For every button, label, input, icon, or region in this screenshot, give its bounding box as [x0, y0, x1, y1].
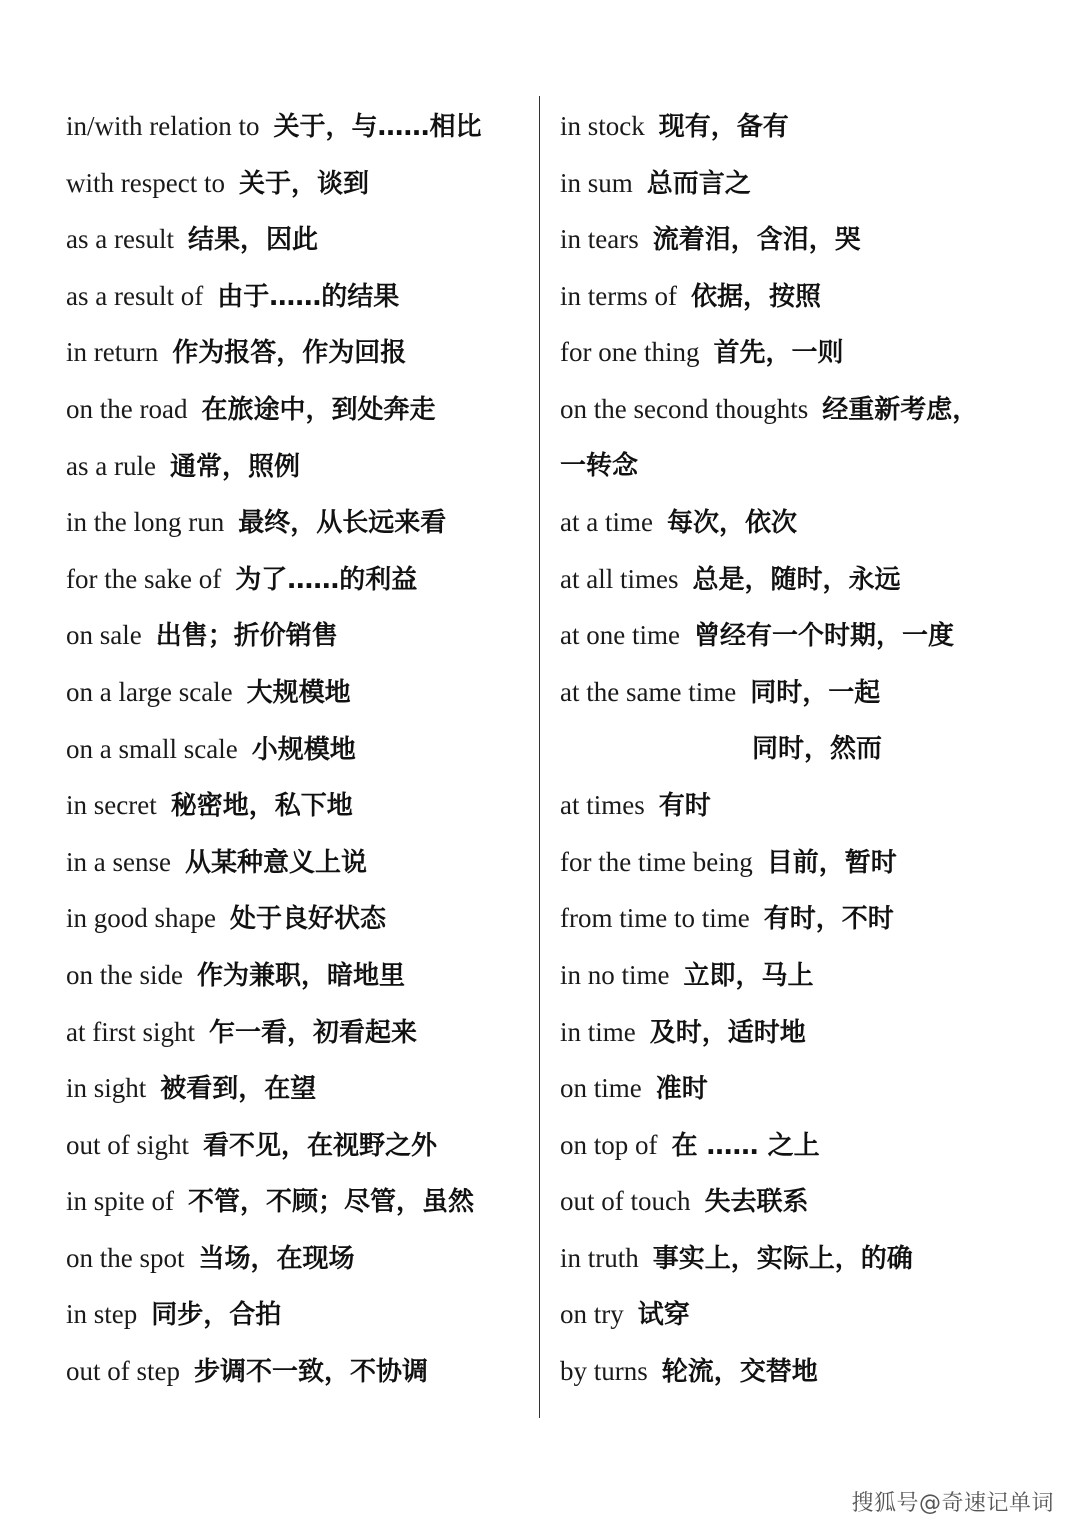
phrase-entry — [560, 1173, 1060, 1230]
chinese-meaning: 在旅途中，到处奔走 — [201, 394, 436, 425]
phrase-entry — [560, 947, 1060, 1004]
phrase-entry — [66, 721, 526, 778]
chinese-meaning: 轮流，交替地 — [661, 1357, 818, 1388]
english-phrase: in sum — [560, 167, 633, 198]
phrase-entry — [560, 381, 1060, 438]
phrase-entry — [560, 1230, 1060, 1287]
chinese-meaning: 通常，照例 — [169, 451, 300, 482]
chinese-meaning: 曾经有一个时期，一度 — [693, 621, 954, 652]
english-phrase: from time to time — [560, 903, 750, 934]
english-phrase: in truth — [560, 1242, 639, 1273]
phrase-entry-continuation — [560, 721, 1060, 778]
chinese-meaning: 总而言之 — [646, 168, 751, 199]
phrase-entry — [560, 607, 1060, 664]
chinese-meaning: 最终，从长远来看 — [238, 508, 447, 539]
source-watermark: 搜狐号@奇速记单词 — [851, 1491, 1054, 1516]
english-phrase: in return — [66, 337, 159, 368]
english-phrase: on a small scale — [66, 733, 238, 764]
english-phrase: in terms of — [560, 280, 677, 311]
column-divider — [539, 96, 540, 1418]
english-phrase: at first sight — [66, 1016, 195, 1047]
phrase-entry — [66, 155, 526, 212]
chinese-meaning: 流着泪，含泪，哭 — [652, 225, 861, 256]
english-phrase: in secret — [66, 790, 157, 821]
phrase-entry — [560, 155, 1060, 212]
english-phrase: on top of — [560, 1129, 658, 1160]
phrase-entry — [560, 664, 1060, 721]
chinese-meaning: 准时 — [655, 1074, 708, 1105]
chinese-meaning: 关于，谈到 — [238, 168, 369, 199]
phrase-entry — [560, 551, 1060, 608]
phrase-entry — [66, 268, 526, 325]
chinese-meaning: 首先，一则 — [713, 338, 844, 369]
chinese-meaning: 在 …… 之上 — [671, 1130, 820, 1161]
phrase-entry — [66, 494, 526, 551]
chinese-meaning: 为了……的利益 — [235, 564, 418, 595]
chinese-meaning: 及时，适时地 — [649, 1017, 806, 1048]
english-phrase: for one thing — [560, 337, 700, 368]
english-phrase: in sight — [66, 1073, 147, 1104]
english-phrase: with respect to — [66, 167, 225, 198]
english-phrase: at all times — [560, 563, 679, 594]
phrase-entry — [66, 211, 526, 268]
chinese-meaning: 不管，不顾；尽管，虽然 — [188, 1187, 475, 1218]
chinese-meaning: 经重新考虑， — [822, 394, 979, 425]
english-phrase: as a result — [66, 224, 174, 255]
chinese-meaning: 试穿 — [637, 1300, 690, 1331]
phrase-entry — [560, 890, 1060, 947]
phrase-entry — [560, 777, 1060, 834]
english-phrase: in the long run — [66, 507, 225, 538]
english-phrase: out of step — [66, 1356, 180, 1387]
english-phrase: on the second thoughts — [560, 393, 809, 424]
english-phrase: at a time — [560, 507, 653, 538]
phrase-entry — [560, 1286, 1060, 1343]
chinese-meaning: 每次，依次 — [666, 508, 797, 539]
chinese-meaning: 总是，随时，永远 — [692, 564, 901, 595]
left-phrase-column — [66, 98, 526, 1400]
chinese-meaning: 出售；折价销售 — [155, 621, 338, 652]
english-phrase: at times — [560, 790, 645, 821]
phrase-entry — [66, 1004, 526, 1061]
phrase-entry — [66, 438, 526, 495]
english-phrase: for the time being — [560, 846, 753, 877]
english-phrase: for the sake of — [66, 563, 222, 594]
chinese-meaning: 乍一看，初看起来 — [209, 1017, 418, 1048]
phrase-entry — [66, 381, 526, 438]
phrase-entry — [560, 1343, 1060, 1400]
phrase-entry — [66, 834, 526, 891]
english-phrase: at the same time — [560, 676, 737, 707]
chinese-meaning: 从某种意义上说 — [184, 847, 367, 878]
phrase-entry — [66, 664, 526, 721]
phrase-entry — [560, 1004, 1060, 1061]
chinese-meaning: 看不见，在视野之外 — [203, 1130, 438, 1161]
english-phrase: in good shape — [66, 903, 216, 934]
english-phrase: on sale — [66, 620, 142, 651]
english-phrase: on try — [560, 1299, 624, 1330]
chinese-meaning: 事实上，实际上，的确 — [652, 1243, 913, 1274]
phrase-entry — [560, 1060, 1060, 1117]
chinese-meaning: 由于……的结果 — [217, 281, 400, 312]
phrase-entry — [66, 1230, 526, 1287]
english-phrase: in spite of — [66, 1186, 174, 1217]
phrase-entry — [560, 834, 1060, 891]
phrase-entry — [560, 1117, 1060, 1174]
chinese-meaning: 作为报答，作为回报 — [172, 338, 407, 369]
chinese-meaning: 秘密地，私下地 — [170, 791, 353, 822]
english-phrase: on the road — [66, 393, 188, 424]
english-phrase: in tears — [560, 224, 639, 255]
chinese-meaning: 大规模地 — [246, 677, 351, 708]
english-phrase: in a sense — [66, 846, 171, 877]
english-phrase: out of touch — [560, 1186, 691, 1217]
chinese-meaning: 步调不一致，不协调 — [194, 1357, 429, 1388]
phrase-entry — [66, 1060, 526, 1117]
phrase-entry — [66, 890, 526, 947]
english-phrase: in stock — [560, 111, 645, 141]
chinese-meaning: 结果，因此 — [187, 225, 318, 256]
phrase-entry — [66, 1286, 526, 1343]
chinese-meaning: 依据，按照 — [690, 281, 821, 312]
chinese-meaning: 一转念 — [560, 450, 639, 481]
phrase-entry-continuation — [560, 438, 1060, 495]
phrase-entry — [66, 324, 526, 381]
phrase-entry — [66, 1343, 526, 1400]
phrase-entry — [66, 947, 526, 1004]
phrase-entry — [560, 494, 1060, 551]
english-phrase: on time — [560, 1073, 642, 1104]
chinese-meaning: 关于，与……相比 — [273, 112, 482, 142]
phrase-entry — [560, 324, 1060, 381]
phrase-entry — [66, 98, 526, 155]
chinese-meaning: 有时，不时 — [763, 904, 894, 935]
phrase-entry — [66, 607, 526, 664]
phrase-entry — [66, 551, 526, 608]
chinese-meaning: 现有，备有 — [658, 112, 789, 142]
chinese-meaning: 被看到，在望 — [160, 1074, 317, 1105]
right-phrase-column — [560, 98, 1060, 1400]
chinese-meaning: 小规模地 — [251, 734, 356, 765]
english-phrase: out of sight — [66, 1129, 190, 1160]
english-phrase: in step — [66, 1299, 138, 1330]
english-phrase: in/with relation to — [66, 111, 260, 141]
phrase-entry — [560, 268, 1060, 325]
english-phrase: as a rule — [66, 450, 156, 481]
phrase-entry — [66, 1117, 526, 1174]
english-phrase: on the spot — [66, 1242, 185, 1273]
chinese-meaning: 目前，暂时 — [766, 847, 897, 878]
phrase-entry — [560, 211, 1060, 268]
english-phrase: in time — [560, 1016, 636, 1047]
chinese-meaning: 作为兼职，暗地里 — [196, 960, 405, 991]
phrase-entry — [66, 777, 526, 834]
chinese-meaning: 同步，合拍 — [151, 1300, 282, 1331]
english-phrase: on the side — [66, 959, 183, 990]
english-phrase: as a result of — [66, 280, 204, 311]
chinese-meaning: 处于良好状态 — [229, 904, 386, 935]
chinese-meaning: 同时，然而 — [752, 733, 883, 764]
chinese-meaning: 有时 — [658, 791, 711, 822]
english-phrase: on a large scale — [66, 676, 233, 707]
chinese-meaning: 失去联系 — [704, 1187, 809, 1218]
chinese-meaning: 当场，在现场 — [198, 1243, 355, 1274]
phrase-entry — [560, 98, 1060, 155]
english-phrase: in no time — [560, 959, 670, 990]
phrase-entry — [66, 1173, 526, 1230]
chinese-meaning: 同时，一起 — [750, 677, 881, 708]
english-phrase: by turns — [560, 1356, 648, 1387]
chinese-meaning: 立即，马上 — [683, 960, 814, 991]
english-phrase: at one time — [560, 620, 680, 651]
